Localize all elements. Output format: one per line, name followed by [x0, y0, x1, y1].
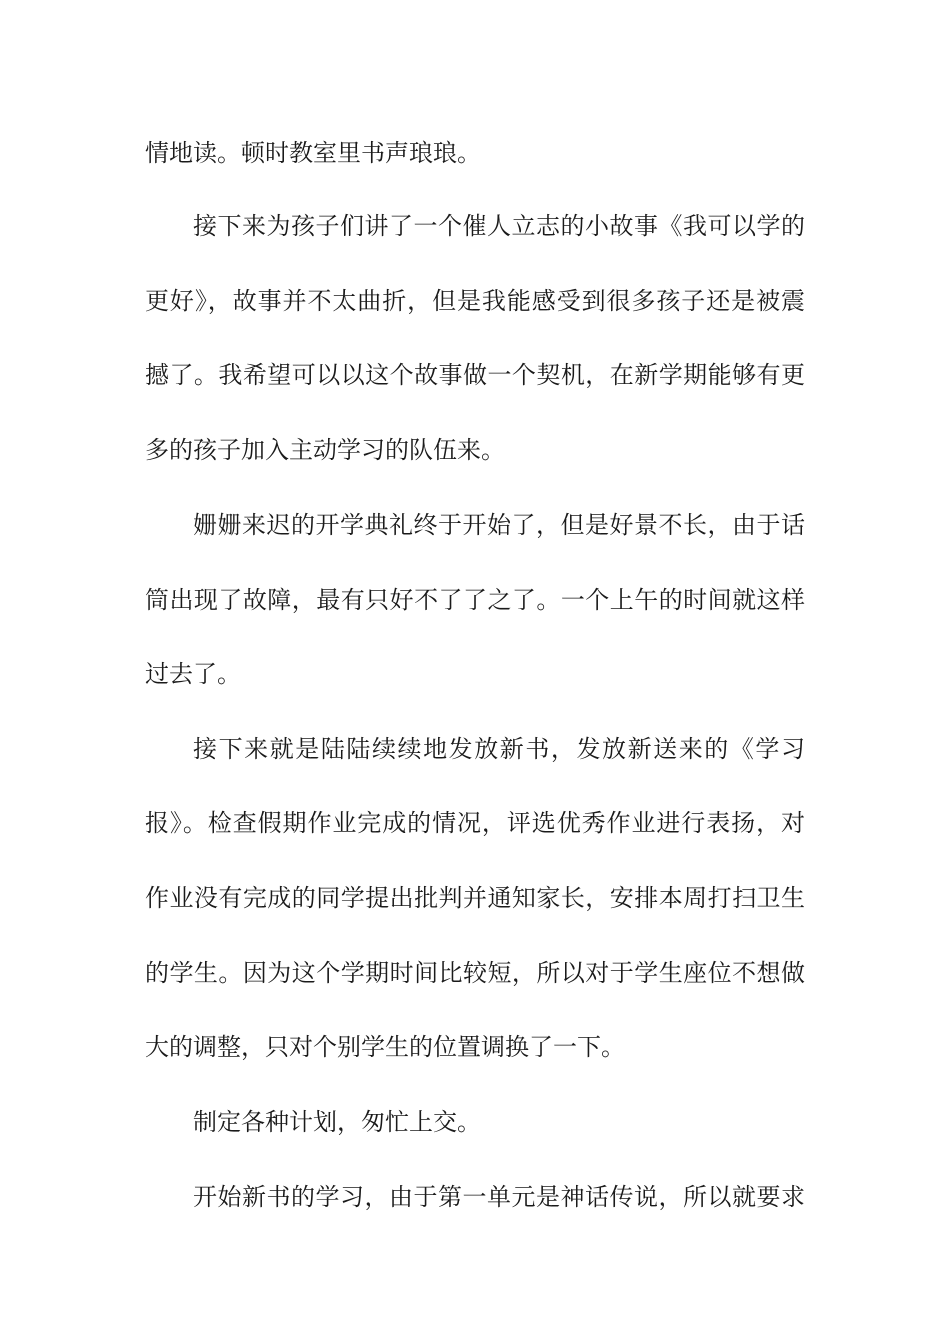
paragraph-3-line-1: 姗姗来迟的开学典礼终于开始了，但是好景不长，由于话	[193, 511, 805, 539]
paragraph-4-line-2: 报》。检查假期作业完成的情况，评选优秀作业进行表扬，对	[145, 809, 805, 837]
paragraph-4-line-4: 的学生。因为这个学期时间比较短，所以对于学生座位不想做	[145, 959, 805, 987]
paragraph-4-line-3: 作业没有完成的同学提出批判并通知家长，安排本周打扫卫生	[145, 884, 805, 912]
paragraph-2-line-3: 撼了。我希望可以以这个故事做一个契机，在新学期能够有更	[145, 361, 805, 389]
paragraph-3-line-2: 筒出现了故障，最有只好不了了之了。一个上午的时间就这样	[145, 586, 805, 614]
paragraph-4-line-5: 大的调整，只对个别学生的位置调换了一下。	[145, 1033, 625, 1061]
paragraph-2-line-4: 多的孩子加入主动学习的队伍来。	[145, 436, 505, 464]
paragraph-5-line-1: 制定各种计划，匆忙上交。	[193, 1108, 481, 1136]
paragraph-6-line-1: 开始新书的学习，由于第一单元是神话传说，所以就要求	[193, 1183, 805, 1211]
paragraph-2-line-1: 接下来为孩子们讲了一个催人立志的小故事《我可以学的	[193, 212, 805, 240]
paragraph-2-line-2: 更好》，故事并不太曲折，但是我能感受到很多孩子还是被震	[145, 287, 805, 315]
paragraph-1-line-1: 情地读。顿时教室里书声琅琅。	[145, 139, 481, 167]
paragraph-4-line-1: 接下来就是陆陆续续地发放新书，发放新送来的《学习	[193, 735, 805, 763]
paragraph-3-line-3: 过去了。	[145, 660, 241, 688]
